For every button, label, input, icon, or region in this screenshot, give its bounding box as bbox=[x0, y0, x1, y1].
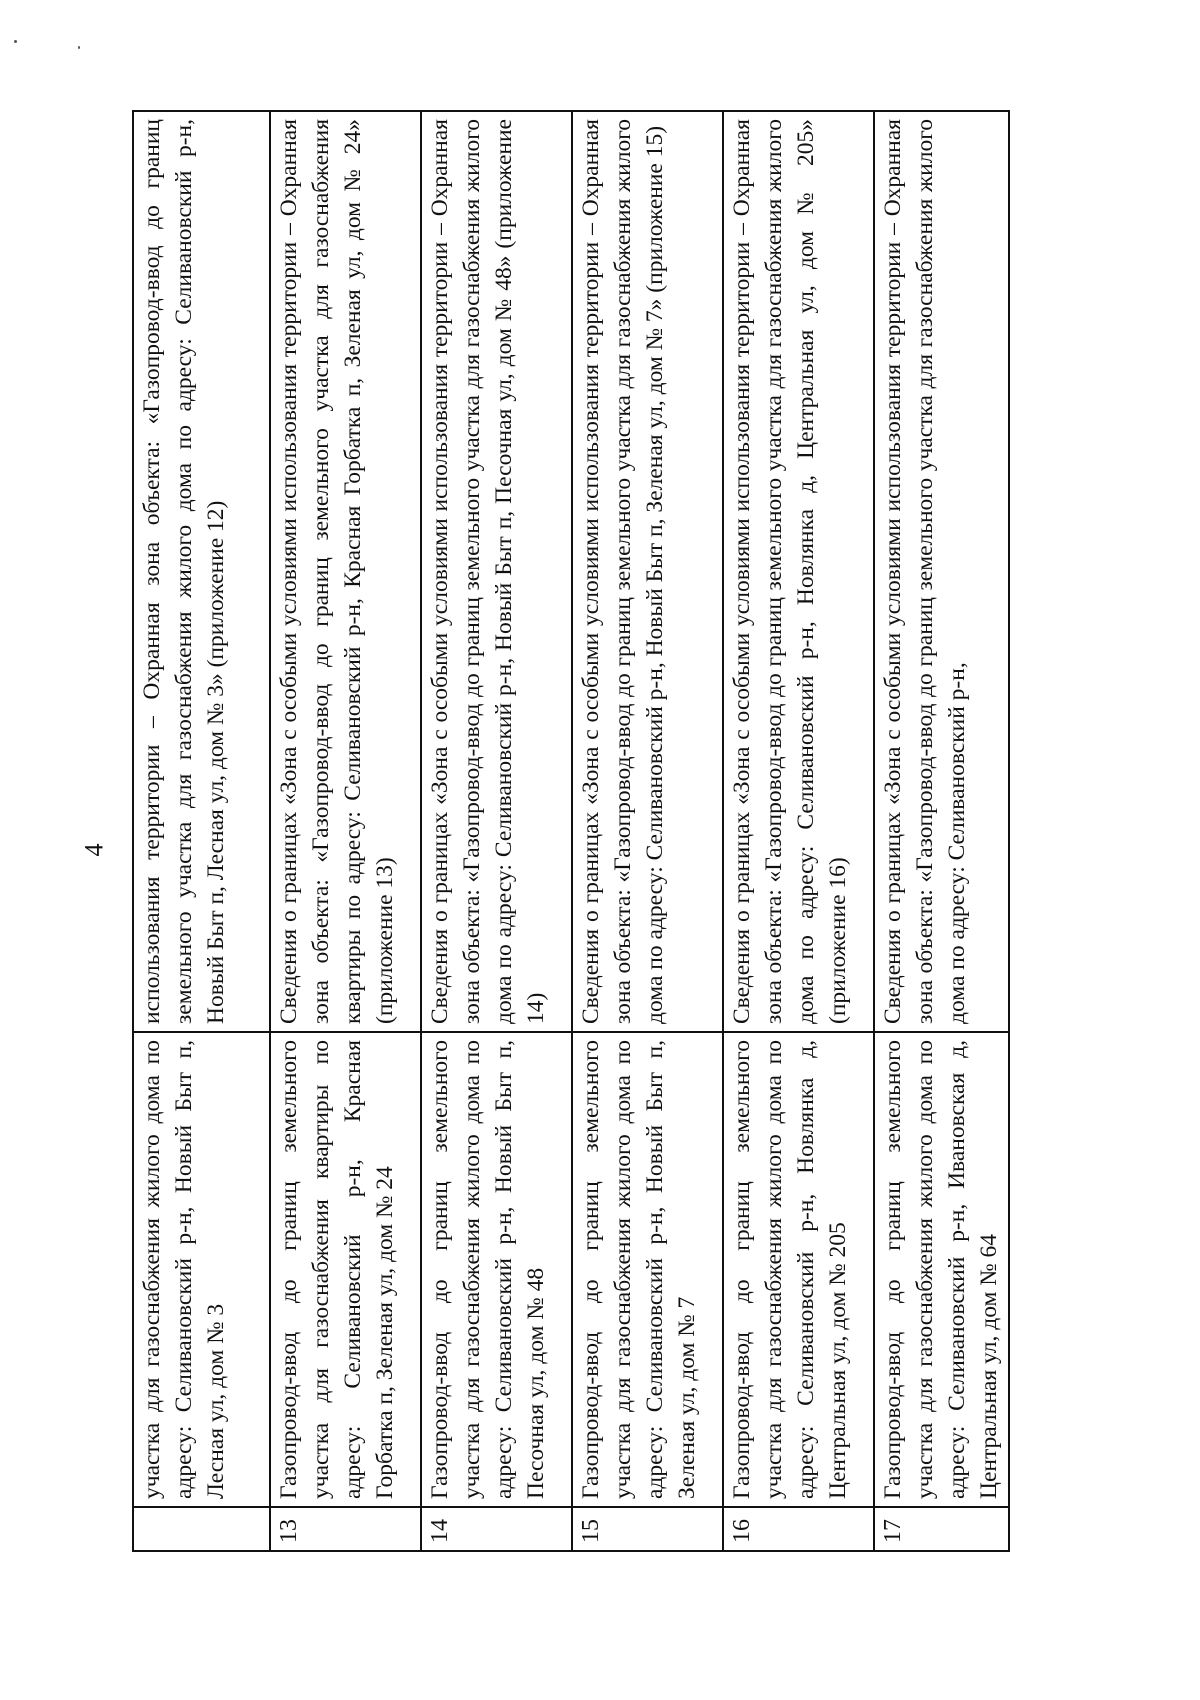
table-row bbox=[874, 111, 1009, 1551]
table-row bbox=[572, 111, 723, 1551]
rotated-page-content bbox=[132, 112, 1057, 1552]
row-number: 17 bbox=[874, 1507, 1009, 1551]
row-number: 14 bbox=[421, 1507, 572, 1551]
zones-table bbox=[132, 110, 1010, 1552]
info-cell bbox=[874, 111, 1009, 1032]
table-row bbox=[723, 111, 874, 1551]
row-number: 13 bbox=[270, 1507, 421, 1551]
object-text: Газопровод-ввод до границ земельного участка для газоснабжения жилого дома по адресу: Селивановский р-н, Новый Быт п, Зеленая ул, дом № 7 bbox=[578, 1040, 700, 1499]
page-number: 4 bbox=[79, 843, 109, 857]
row-number bbox=[133, 1507, 270, 1551]
table-row bbox=[421, 111, 572, 1551]
info-text: Сведения о границах «Зона с особыми условиями использования территории – Охранная зона объекта: «Газопровод-ввод до границ земельного участка для газоснабжения жилого дома по адресу: Селивановский р-н, Новлянка д, Центральная ул, дом № 205» (приложение 16) bbox=[729, 119, 851, 1024]
table-row bbox=[133, 111, 270, 1551]
info-cell bbox=[723, 111, 874, 1032]
scan-speck bbox=[78, 46, 80, 49]
info-cell bbox=[572, 111, 723, 1032]
object-text: Газопровод-ввод до границ земельного участка для газоснабжения жилого дома по адресу: Селивановский р-н, Ивановская д, Центральная ул, дом № 64 bbox=[880, 1040, 1002, 1499]
info-text: использования территории – Охранная зона объекта: «Газопровод-ввод до границ земельного участка для газоснабжения жилого дома по адресу: Селивановский р-н, Новый Быт п, Лесная ул, дом № 3» (приложение 12) bbox=[139, 119, 229, 1024]
row-number: 15 bbox=[572, 1507, 723, 1551]
object-text: Газопровод-ввод до границ земельного участка для газоснабжения квартиры по адресу: Селивановский р-н, Красная Горбатка п, Зеленая ул, дом № 24 bbox=[276, 1040, 398, 1499]
scan-speck bbox=[14, 40, 17, 43]
info-text: Сведения о границах «Зона с особыми условиями использования территории – Охранная зона объекта: «Газопровод-ввод до границ земельного участка для газоснабжения квартиры по адресу: Селивановский р-н, Красная Горбатка п, Зеленая ул, дом № 24» (приложение 13) bbox=[276, 119, 398, 1024]
object-cell bbox=[723, 1032, 874, 1507]
info-text: Сведения о границах «Зона с особыми условиями использования территории – Охранная зона объекта: «Газопровод-ввод до границ земельного участка для газоснабжения жилого дома по адресу: Селивановский р-н, Новый Быт п, Песочная ул, дом № 48» (приложение 14) bbox=[427, 119, 549, 1024]
object-cell bbox=[270, 1032, 421, 1507]
object-cell bbox=[133, 1032, 270, 1507]
object-text: участка для газоснабжения жилого дома по адресу: Селивановский р-н, Новый Быт п, Лесная ул, дом № 3 bbox=[139, 1040, 229, 1499]
info-text: Сведения о границах «Зона с особыми условиями использования территории – Охранная зона объекта: «Газопровод-ввод до границ земельного участка для газоснабжения жилого дома по адресу: Селивановский р-н, bbox=[880, 119, 970, 1024]
info-cell bbox=[270, 111, 421, 1032]
object-cell bbox=[421, 1032, 572, 1507]
object-cell bbox=[874, 1032, 1009, 1507]
row-number: 16 bbox=[723, 1507, 874, 1551]
object-text: Газопровод-ввод до границ земельного участка для газоснабжения жилого дома по адресу: Селивановский р-н, Новый Быт п, Песочная ул, дом № 48 bbox=[427, 1040, 549, 1499]
info-text: Сведения о границах «Зона с особыми условиями использования территории – Охранная зона объекта: «Газопровод-ввод до границ земельного участка для газоснабжения жилого дома по адресу: Селивановский р-н, Новый Быт п, Зеленая ул, дом № 7» (приложение 15) bbox=[578, 119, 668, 1024]
info-cell bbox=[421, 111, 572, 1032]
table-row bbox=[270, 111, 421, 1551]
object-text: Газопровод-ввод до границ земельного участка для газоснабжения жилого дома по адресу: Селивановский р-н, Новлянка д, Центральная ул, дом № 205 bbox=[729, 1040, 851, 1499]
info-cell bbox=[133, 111, 270, 1032]
object-cell bbox=[572, 1032, 723, 1507]
